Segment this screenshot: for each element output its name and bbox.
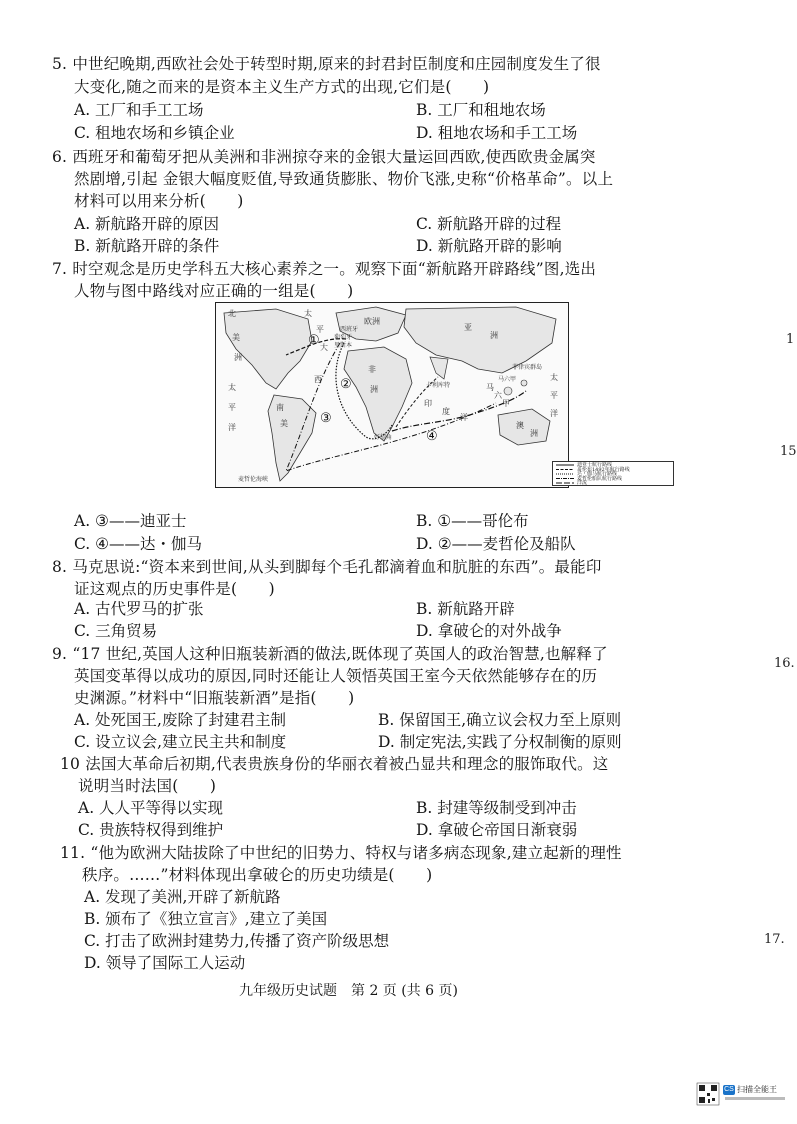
map-label: 南 (276, 403, 284, 412)
map-label: 菲律宾群岛 (512, 364, 543, 371)
q7-stem-line1: 7. 时空观念是历史学科五大核心素养之一。观察下面“新航路开辟路线”图,选出 (52, 260, 597, 278)
q11-option-d[interactable]: D. 领导了国际工人运动 (84, 954, 246, 972)
q8-option-b[interactable]: B. 新航路开辟 (416, 600, 515, 618)
q10-stem-line2: 说明当时法国( ) (78, 777, 217, 795)
map-label: 洋 (228, 423, 236, 432)
q7-option-c[interactable]: C. ④——达・伽马 (74, 535, 203, 553)
map-label: 美 (232, 333, 240, 342)
route-1-marker: ① (308, 333, 320, 348)
map-label: 洋 (550, 409, 558, 418)
q9-stem-line3: 史渊源。”材料中“旧瓶装新酒”是指( ) (74, 689, 355, 707)
map-label: 欧洲 (364, 317, 380, 326)
scanner-badge-label: 扫描全能王 (737, 1085, 777, 1094)
island-shape (521, 380, 527, 386)
q11-option-c[interactable]: C. 打击了欧洲封建势力,传播了资产阶级思想 (84, 932, 390, 950)
map-drawing (216, 303, 568, 487)
q10-stem-line1: 10 法国大革命后初期,代表贵族身份的华丽衣着被凸显共和理念的服饰取代。这 (60, 755, 609, 773)
q9-stem-line2: 英国变革得以成功的原因,同时还能让人领悟英国王室今天依然能够存在的历 (74, 667, 598, 685)
map-label: 洲 (370, 385, 378, 394)
margin-text: 17. (764, 932, 785, 947)
q7-stem-line2: 人物与图中路线对应正确的一组是( ) (74, 282, 354, 300)
q8-option-a[interactable]: A. 古代罗马的扩张 (74, 600, 204, 618)
australia-shape (498, 409, 550, 445)
q7-option-b[interactable]: B. ①——哥伦布 (416, 512, 529, 530)
q9-stem-line1: 9. “17 世纪,英国人这种旧瓶装新酒的做法,既体现了英国人的政治智慧,也解释了 (52, 645, 608, 663)
q9-option-c[interactable]: C. 设立议会,建立民主共和制度 (74, 733, 287, 751)
q8-option-c[interactable]: C. 三角贸易 (74, 622, 158, 640)
q5-stem-line1: 5. 中世纪晚期,西欧社会处于转型时期,原来的封君封臣制度和庄园制度发生了很 (52, 55, 601, 73)
q8-option-d[interactable]: D. 拿破仑的对外战争 (416, 622, 562, 640)
q5-option-a[interactable]: A. 工厂和手工工场 (74, 101, 204, 119)
q5-option-b[interactable]: B. 工厂和租地农场 (416, 101, 546, 119)
map-label: 六 (494, 391, 502, 400)
india-shape (430, 357, 448, 379)
margin-text: 1 (786, 332, 795, 347)
map-label: 太 (304, 309, 312, 318)
map-label: 葡萄牙 (334, 334, 353, 341)
q9-option-a[interactable]: A. 处死国王,废除了封建君主制 (74, 711, 286, 729)
map-label: 洲 (530, 429, 538, 438)
map-label: 大 (320, 343, 328, 352)
map-label: 麦哲伦海峡 (238, 476, 269, 483)
north-america-shape (224, 309, 312, 389)
q10-option-c[interactable]: C. 贵族特权得到维护 (78, 821, 224, 839)
map-label: 卡利库特 (426, 382, 451, 389)
map-label: 度 (442, 407, 450, 416)
q7-option-a[interactable]: A. ③——迪亚士 (74, 512, 187, 530)
legend-item: 达・伽马航行路线 (577, 471, 618, 477)
q8-stem-line2: 证这观点的历史事件是( ) (74, 580, 275, 598)
map-label: 平 (316, 325, 324, 334)
margin-text: 16. (774, 656, 795, 671)
map-label: 洲 (234, 353, 242, 362)
legend-item: 哥伦布1492年航行路线 (577, 466, 630, 473)
route-3-marker: ③ (320, 411, 332, 426)
q5-option-d[interactable]: D. 租地农场和手工工场 (416, 124, 578, 142)
map-legend (552, 461, 674, 486)
route-2-marker: ② (340, 377, 352, 392)
q10-option-d[interactable]: D. 拿破仑帝国日渐衰弱 (416, 821, 578, 839)
route-4-marker: ④ (426, 429, 438, 444)
map-label: 洋 (460, 413, 468, 422)
q6-stem-line2: 然剧增,引起 金银大幅度贬值,导致通货膨胀、物价飞涨,史称“价格革命”。以上 (74, 170, 614, 188)
map-label: 太 (228, 383, 236, 392)
q10-option-b[interactable]: B. 封建等级制受到冲击 (416, 799, 577, 817)
map-label: 马 (486, 383, 494, 392)
map-label: 好望角 (374, 434, 393, 441)
map-label: 澳 (516, 421, 524, 430)
q11-stem-line1: 11. “他为欧洲大陆拔除了中世纪的旧势力、特权与诸多病态现象,建立起新的理性 (60, 844, 622, 862)
q8-stem-line1: 8. 马克思说:“资本来到世间,从头到脚每个毛孔都滴着血和肮脏的东西”。最能印 (52, 558, 602, 576)
africa-shape (344, 347, 412, 441)
q10-option-a[interactable]: A. 人人平等得以实现 (78, 799, 224, 817)
map-label: 里斯本 (334, 342, 353, 349)
map-label: 西班牙 (340, 326, 359, 333)
map-label: 平 (550, 391, 558, 400)
scanner-badge (697, 1083, 789, 1105)
q6-option-d[interactable]: D. 新航路开辟的影响 (416, 237, 562, 255)
q9-option-b[interactable]: B. 保留国王,确立议会权力至上原则 (378, 711, 622, 729)
q11-option-b[interactable]: B. 颁布了《独立宣言》,建立了美国 (84, 910, 328, 928)
badge-subtext-bar (725, 1097, 785, 1100)
map-label: 非 (368, 365, 376, 374)
legend-item: 迪亚士航行路线 (577, 462, 613, 468)
q9-option-d[interactable]: D. 制定宪法,实践了分权制衡的原则 (378, 733, 622, 751)
q6-option-a[interactable]: A. 新航路开辟的原因 (74, 215, 220, 233)
map-label: 马六甲 (498, 376, 517, 383)
map-label: 印 (424, 399, 432, 408)
margin-text: 15 (780, 444, 797, 459)
map-label: 洲 (490, 331, 498, 340)
q6-option-c[interactable]: C. 新航路开辟的过程 (416, 215, 562, 233)
map-label: 亚 (464, 323, 472, 332)
legend-item: 麦哲伦船队航行路线 (577, 475, 623, 482)
new-sea-routes-map (215, 302, 630, 488)
cs-logo-icon: CS (724, 1086, 734, 1093)
q11-stem-line2: 秩序。……”材料体现出拿破仑的历史功绩是( ) (82, 866, 433, 884)
qr-code-icon (697, 1083, 719, 1105)
map-label: 太 (550, 373, 558, 382)
map-label: 甲 (502, 399, 510, 408)
page-footer: 九年级历史试题 第 2 页 (共 6 页) (239, 983, 458, 999)
map-label: 美 (280, 419, 288, 428)
map-label: 西 (314, 375, 322, 384)
q6-stem-line3: 材料可以用来分析( ) (74, 192, 244, 210)
map-label: 北 (228, 309, 236, 318)
q5-option-c[interactable]: C. 租地农场和乡镇企业 (74, 124, 235, 142)
legend-swatches (554, 462, 576, 485)
q11-option-a[interactable]: A. 发现了美洲,开辟了新航路 (84, 888, 281, 906)
island-shape (504, 387, 512, 395)
map-label: 平 (228, 403, 236, 412)
q6-stem-line1: 6. 西班牙和葡萄牙把从美洲和非洲掠夺来的金银大量运回西欧,使西欧贵金属突 (52, 148, 596, 166)
q6-option-b[interactable]: B. 新航路开辟的条件 (74, 237, 220, 255)
legend-item: 洋流 (577, 480, 588, 486)
q7-option-d[interactable]: D. ②——麦哲伦及船队 (416, 535, 576, 553)
q5-stem-line2: 大变化,随之而来的是资本主义生产方式的出现,它们是( ) (74, 78, 490, 96)
